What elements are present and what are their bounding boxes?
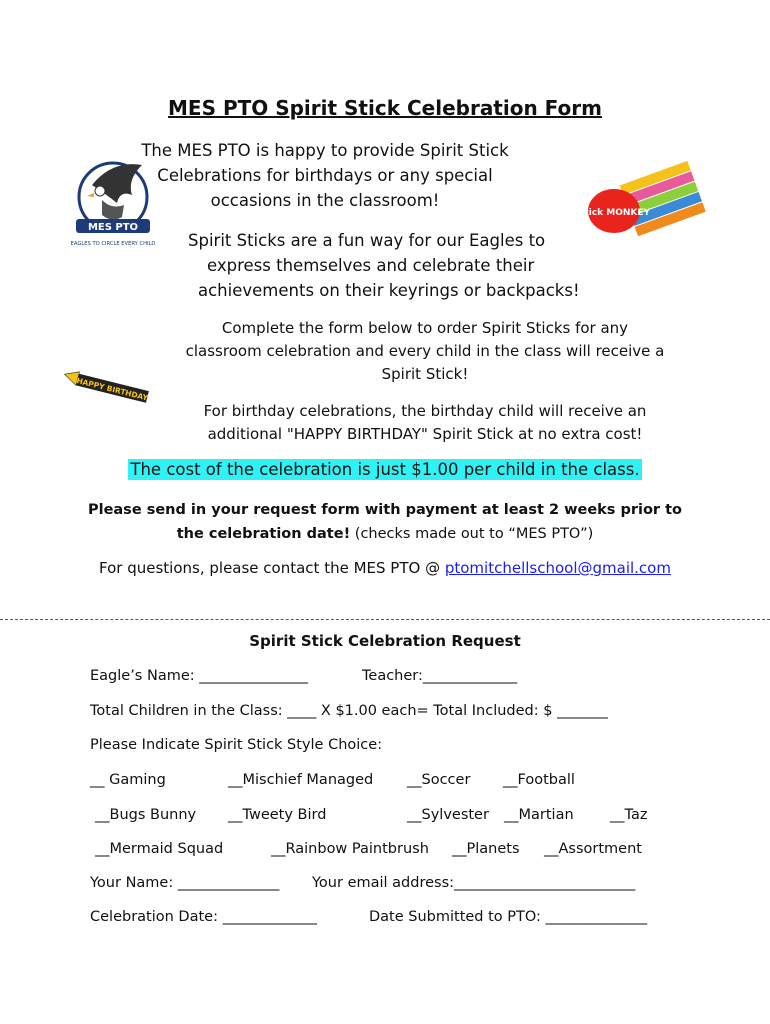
complete-line: classroom celebration and every child in the class will receive a <box>185 342 665 360</box>
complete-paragraph <box>150 317 700 386</box>
style-option-sylvester[interactable]: __Sylvester <box>407 807 489 823</box>
birthday-paragraph <box>150 400 700 446</box>
style-option-taz[interactable]: __Taz <box>610 807 648 823</box>
style-option-mischief-managed[interactable]: __Mischief Managed <box>228 772 374 788</box>
eagle-name-field[interactable]: Eagle’s Name: _______________ <box>90 668 308 684</box>
deadline-bold-2: the celebration date! <box>176 526 351 542</box>
deadline-bold-1: Please send in your request form with payment at least 2 weeks prior to <box>87 502 683 518</box>
intro-line: Celebrations for birthdays or any special <box>157 166 493 185</box>
intro-line: The MES PTO is happy to provide Spirit Stick <box>141 141 509 160</box>
cut-line-divider <box>0 619 770 620</box>
request-title: Spirit Stick Celebration Request <box>249 632 521 650</box>
style-option-rainbow-paintbrush[interactable]: __Rainbow Paintbrush <box>271 841 429 857</box>
pto-logo-text: MES PTO <box>87 222 139 233</box>
page-title: MES PTO Spirit Stick Celebration Form <box>168 96 602 120</box>
celebration-date-field[interactable]: Celebration Date: _____________ <box>90 909 317 925</box>
style-option-mermaid-squad[interactable]: __Mermaid Squad <box>95 841 224 857</box>
intro-line: express themselves and celebrate their <box>207 256 535 275</box>
style-option-tweety-bird[interactable]: __Tweety Bird <box>228 807 327 823</box>
contact-email-link[interactable]: ptomitchellschool@gmail.com <box>444 559 671 577</box>
style-option-soccer[interactable]: __Soccer <box>407 772 471 788</box>
complete-line: Complete the form below to order Spirit Sticks for any <box>221 319 629 337</box>
intro-paragraph-1 <box>120 138 530 213</box>
contact-line <box>0 559 770 577</box>
style-choice-prompt: Please Indicate Spirit Stick Style Choice: <box>90 737 383 753</box>
stick-monkey-logo <box>577 155 708 255</box>
intro-line: occasions in the classroom! <box>210 191 440 210</box>
cost-line <box>0 460 770 479</box>
cost-highlight: The cost of the celebration is just $1.00 per child in the class. <box>130 460 640 479</box>
style-option-martian[interactable]: __Martian <box>504 807 574 823</box>
intro-line: Spirit Sticks are a fun way for our Eagles to <box>188 231 546 250</box>
your-email-field[interactable]: Your email address:_________________________ <box>312 875 636 891</box>
intro-line: achievements on their keyrings or backpacks! <box>198 281 580 300</box>
teacher-field[interactable]: Teacher:_____________ <box>362 668 518 684</box>
bday-stick-text: HAPPY BIRTHDAY <box>75 376 149 403</box>
contact-text: For questions, please contact the MES PTO @ <box>99 559 445 577</box>
complete-line: Spirit Stick! <box>381 365 469 383</box>
intro-paragraph-2 <box>170 228 590 303</box>
deadline-checks-note: (checks made out to “MES PTO”) <box>350 526 594 542</box>
birthday-line: additional "HAPPY BIRTHDAY" Spirit Stick at no extra cost! <box>207 425 643 443</box>
total-children-field[interactable]: Total Children in the Class: ____ X $1.00 each= Total Included: $ _______ <box>90 703 608 719</box>
birthday-line: For birthday celebrations, the birthday child will receive an <box>203 402 647 420</box>
style-option-bugs-bunny[interactable]: __Bugs Bunny <box>95 807 197 823</box>
date-submitted-field[interactable]: Date Submitted to PTO: ______________ <box>369 909 648 925</box>
monkey-logo-text: Stick MONKEY <box>577 208 651 218</box>
pto-logo-tagline: EAGLES TO CIRCLE EVERY CHILD <box>70 241 156 247</box>
your-name-field[interactable]: Your Name: ______________ <box>90 875 280 891</box>
style-option-assortment[interactable]: __Assortment <box>544 841 642 857</box>
happy-birthday-stick-image <box>56 370 151 408</box>
style-option-planets[interactable]: __Planets <box>452 841 520 857</box>
deadline-paragraph <box>70 498 700 546</box>
style-option-football[interactable]: __Football <box>503 772 575 788</box>
style-option-gaming[interactable]: __ Gaming <box>90 772 166 788</box>
